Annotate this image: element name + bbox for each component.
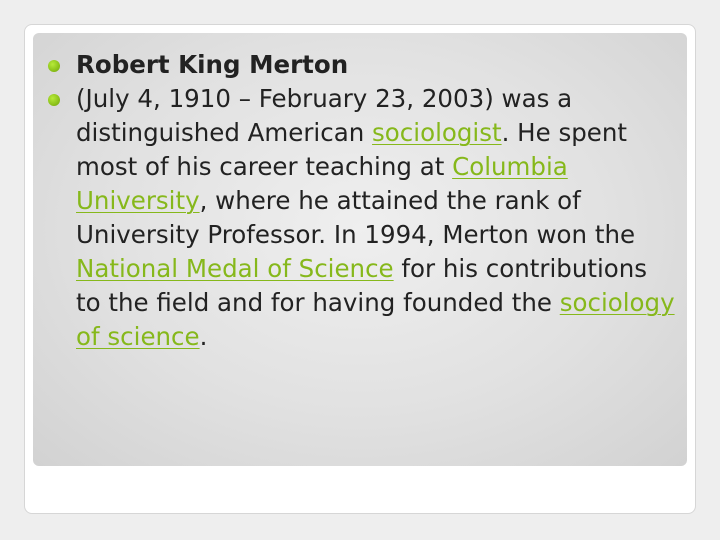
link-sociology-of-science[interactable]: sociology of science (76, 288, 675, 351)
bio-text-5: . (199, 322, 208, 351)
bio-text-2: . He spent most of his career teaching at (76, 118, 627, 181)
link-columbia-university[interactable]: Columbia University (76, 152, 568, 215)
bullet-icon (48, 94, 60, 106)
bullet-item-bio (47, 82, 677, 354)
link-national-medal-of-science[interactable]: National Medal of Science (76, 254, 394, 283)
slide-title: Robert King Merton (76, 50, 349, 79)
bullet-icon (48, 60, 60, 72)
bullet-item-title (47, 48, 677, 82)
bio-text-4: for his contributions to the field and for having founded the (76, 254, 648, 317)
bio-text-1: (July 4, 1910 – February 23, 2003) was a distinguished American (76, 84, 573, 147)
link-sociologist[interactable]: sociologist (372, 118, 502, 147)
bullet-list (47, 48, 677, 354)
bio-text-3: , where he attained the rank of University Professor. In 1994, Merton won the (76, 186, 636, 249)
